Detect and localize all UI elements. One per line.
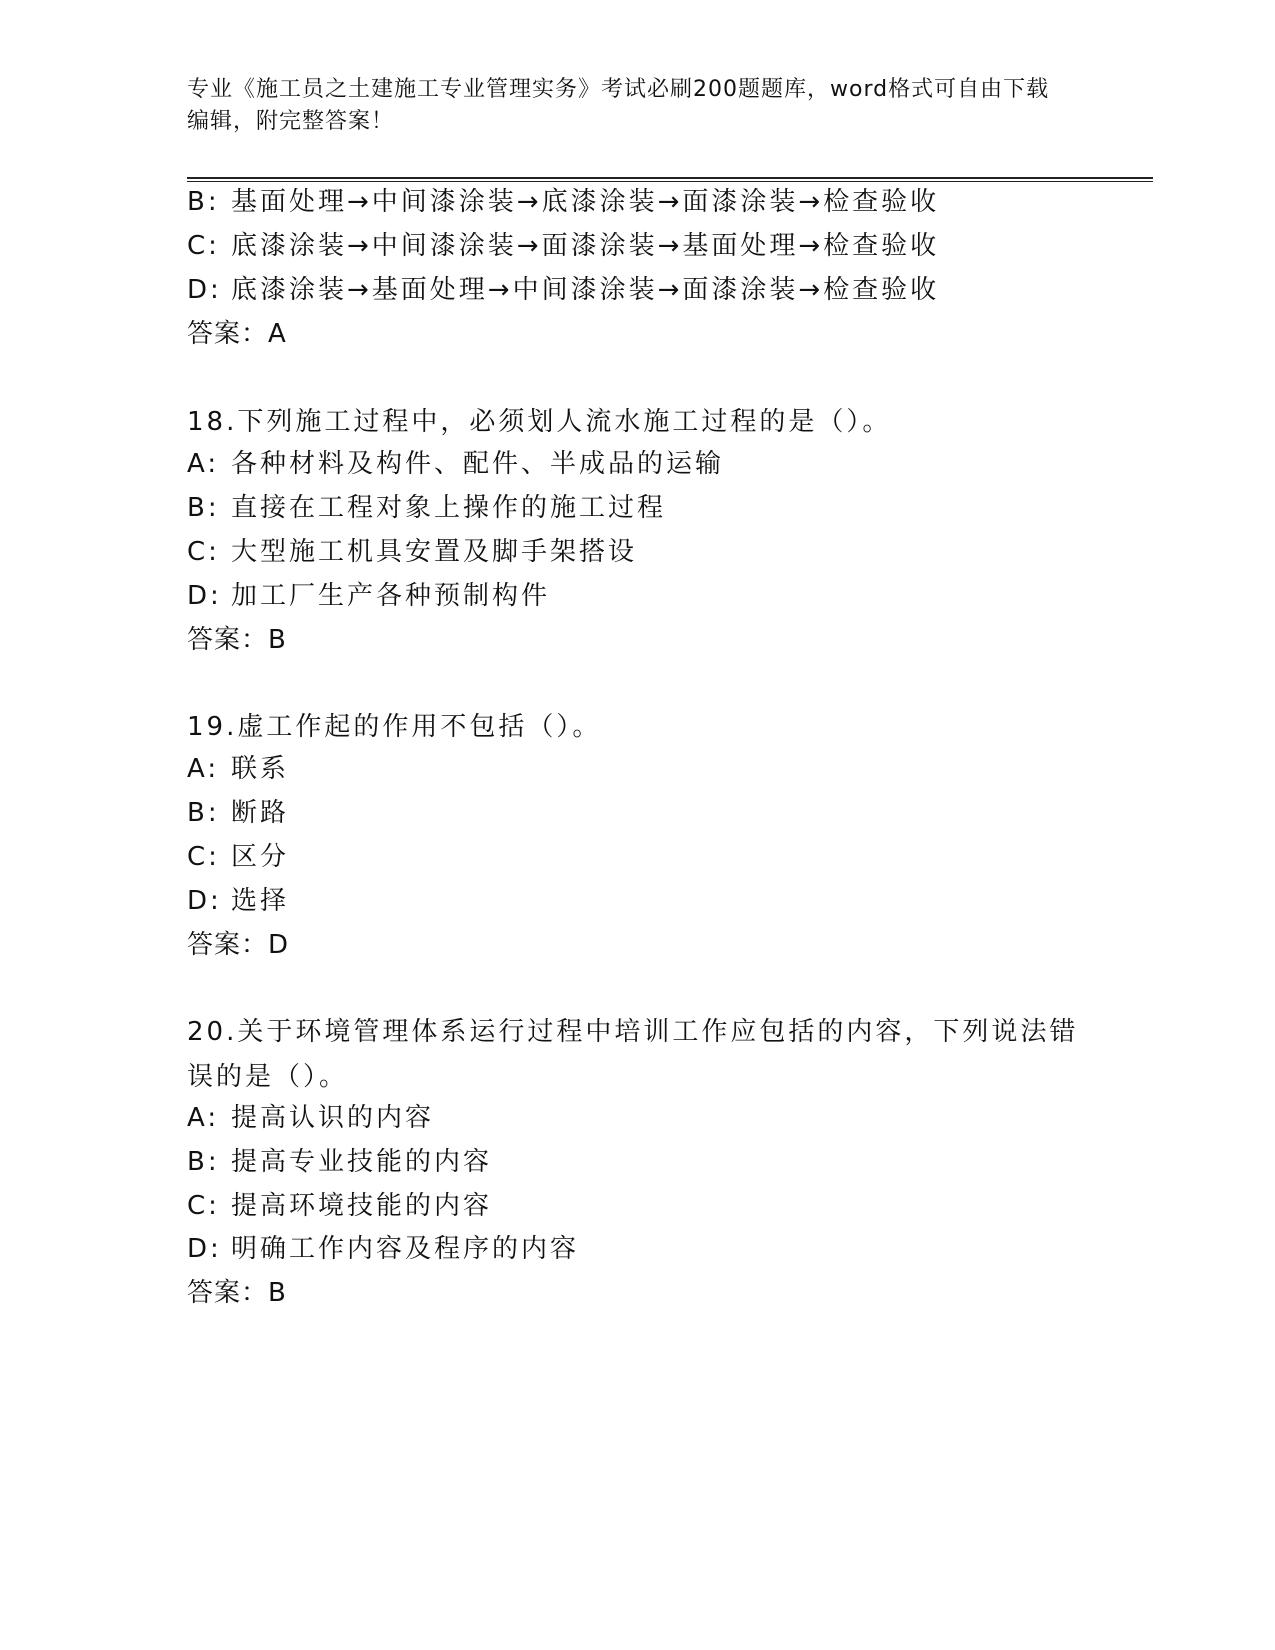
option-label: B: bbox=[187, 187, 220, 217]
document-header: 专业《施工员之土建施工专业管理实务》考试必刷200题题库，word格式可自由下载编辑，附完整答案！ bbox=[187, 77, 1050, 134]
option-text: 各种材料及构件、配件、半成品的运输 bbox=[231, 449, 725, 479]
option-label: A: bbox=[187, 754, 220, 784]
option-b bbox=[187, 491, 666, 525]
option-a bbox=[187, 1101, 434, 1135]
option-label: B: bbox=[187, 798, 220, 828]
option-label: C: bbox=[187, 1191, 220, 1221]
option-label: C: bbox=[187, 537, 220, 567]
option-text: 底漆涂装→基面处理→中间漆涂装→面漆涂装→检查验收 bbox=[231, 275, 940, 305]
option-text: 提高专业技能的内容 bbox=[231, 1147, 493, 1177]
option-text: 区分 bbox=[231, 842, 290, 872]
option-label: B: bbox=[187, 493, 220, 523]
option-b bbox=[187, 185, 939, 219]
option-a bbox=[187, 752, 289, 786]
option-label: A: bbox=[187, 1103, 220, 1133]
option-label: A: bbox=[187, 449, 220, 479]
option-text: 选择 bbox=[231, 886, 290, 916]
option-label: C: bbox=[187, 231, 220, 261]
option-text: 提高环境技能的内容 bbox=[231, 1191, 493, 1221]
option-b bbox=[187, 1145, 492, 1179]
option-text: 底漆涂装→中间漆涂装→面漆涂装→基面处理→检查验收 bbox=[231, 231, 940, 261]
option-text: 联系 bbox=[231, 754, 290, 784]
option-text: 断路 bbox=[231, 798, 290, 828]
answer-line: 答案：D bbox=[187, 930, 290, 960]
answer-line: 答案：B bbox=[187, 1278, 287, 1308]
option-text: 大型施工机具安置及脚手架搭设 bbox=[231, 537, 638, 567]
option-c bbox=[187, 840, 289, 874]
option-c bbox=[187, 1189, 492, 1223]
option-text: 加工厂生产各种预制构件 bbox=[231, 581, 551, 611]
option-text: 明确工作内容及程序的内容 bbox=[231, 1234, 580, 1264]
question-title: 18.下列施工过程中，必须划人流水施工过程的是（）。 bbox=[187, 407, 892, 437]
option-label: D: bbox=[187, 1234, 222, 1264]
option-b bbox=[187, 796, 289, 830]
option-d bbox=[187, 884, 289, 918]
option-text: 直接在工程对象上操作的施工过程 bbox=[231, 493, 667, 523]
option-text: 提高认识的内容 bbox=[231, 1103, 435, 1133]
option-d bbox=[187, 1232, 579, 1266]
answer-line: 答案：A bbox=[187, 319, 287, 349]
option-text: 基面处理→中间漆涂装→底漆涂装→面漆涂装→检查验收 bbox=[231, 187, 940, 217]
option-label: B: bbox=[187, 1147, 220, 1177]
option-label: C: bbox=[187, 842, 220, 872]
question-title: 20.关于环境管理体系运行过程中培训工作应包括的内容，下列说法错误的是（）。 bbox=[187, 1017, 1079, 1092]
header-divider bbox=[187, 177, 1153, 182]
answer-line: 答案：B bbox=[187, 625, 287, 655]
option-c bbox=[187, 535, 637, 569]
option-label: D: bbox=[187, 581, 222, 611]
option-label: D: bbox=[187, 275, 222, 305]
option-d bbox=[187, 273, 939, 307]
question-title: 19.虚工作起的作用不包括（）。 bbox=[187, 712, 602, 742]
option-c bbox=[187, 229, 939, 263]
option-a bbox=[187, 447, 724, 481]
option-label: D: bbox=[187, 886, 222, 916]
option-d bbox=[187, 579, 550, 613]
